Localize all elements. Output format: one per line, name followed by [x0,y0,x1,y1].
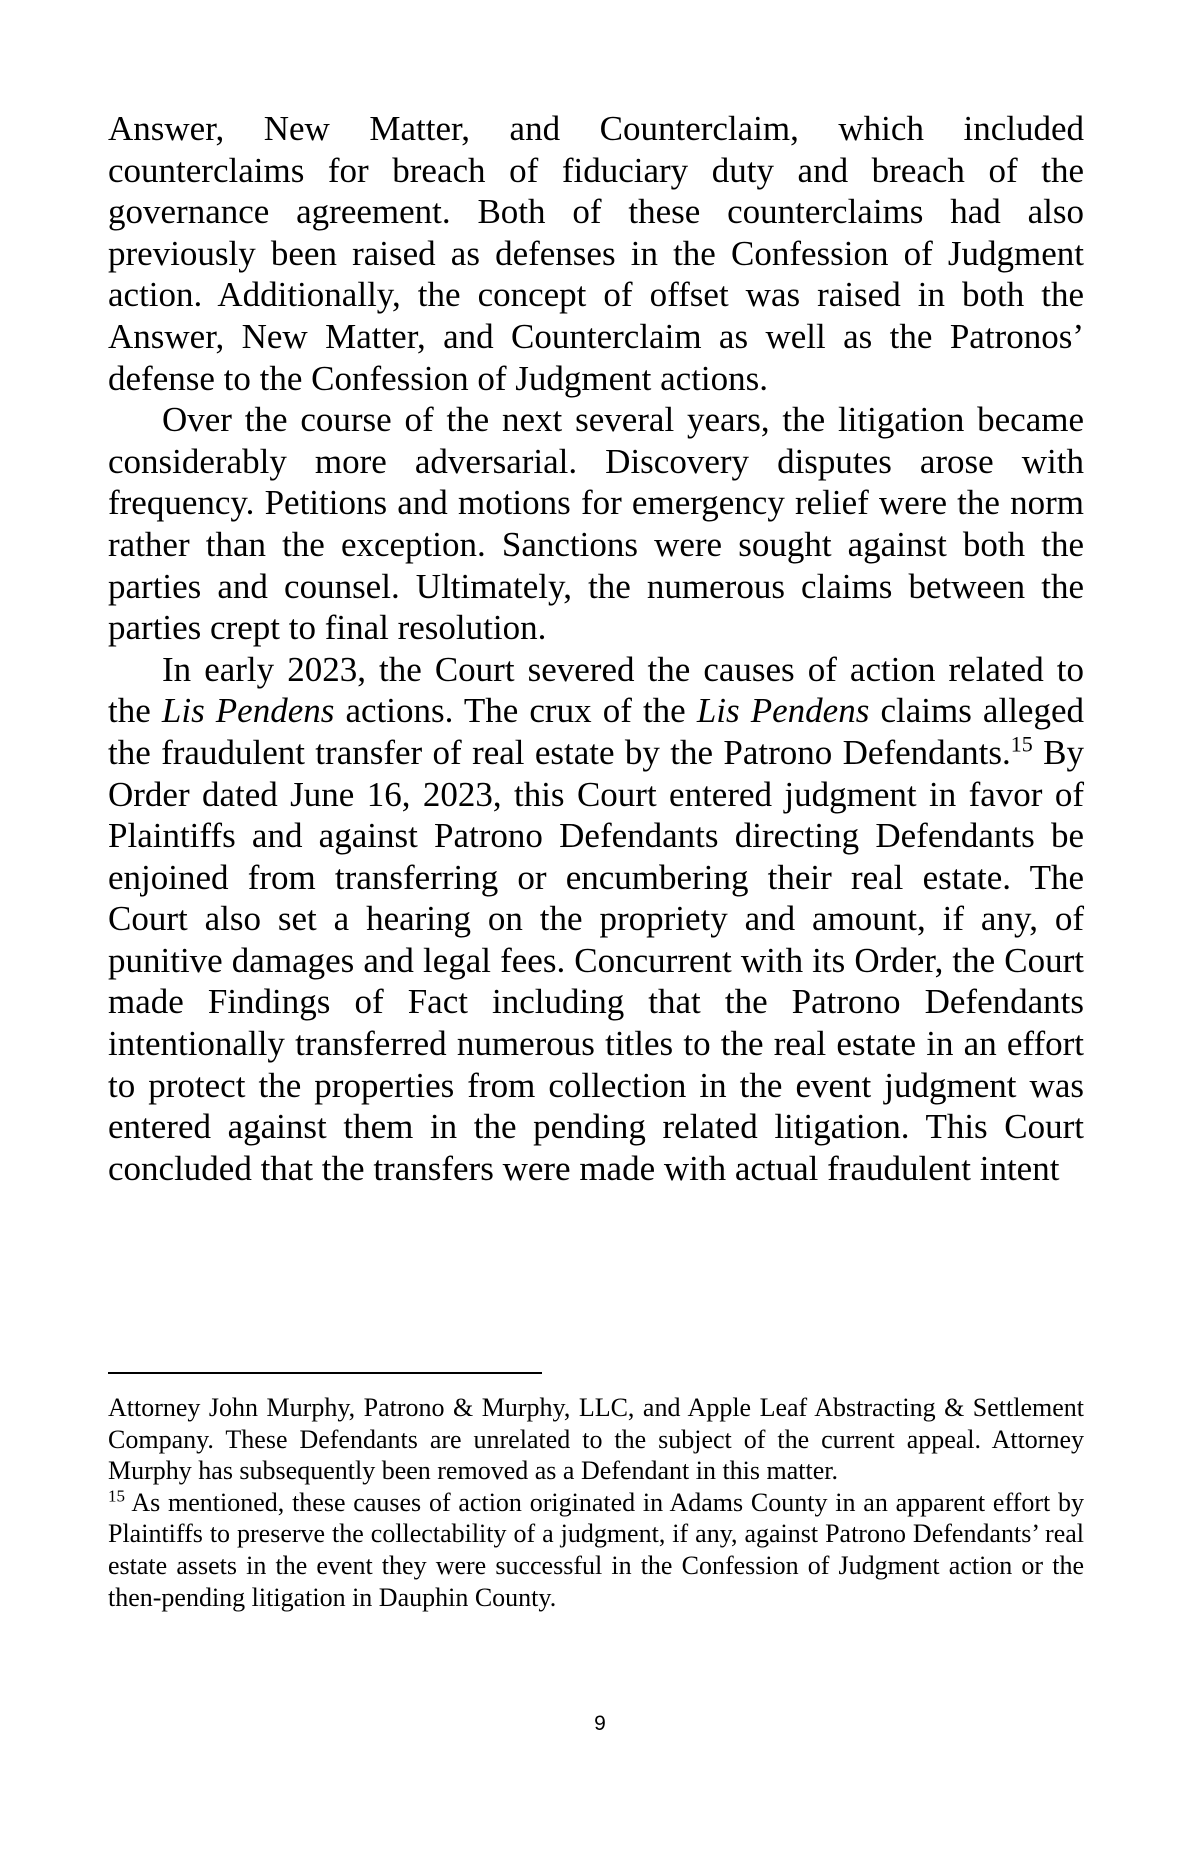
paragraph-1: Answer, New Matter, and Counterclaim, which included counterclaims for breach of fiduciary duty and breach of the governance agreement. Both of these counterclaims had also previously been raised as defenses in the Confession of Judgment action. Additionally, the concept of offset was raised in both the Answer, New Matter, and Counterclaim as well as the Patronos’ defense to the Confession of Judgment actions. [108,109,1084,398]
footnote-continued: Attorney John Murphy, Patrono & Murphy, LLC, and Apple Leaf Abstracting & Settlement Company. These Defendants are unrelated to the subject of the current appeal. Attorney Murphy has subsequently been removed as a Defendant in this matter. [108,1393,1084,1486]
footnote-reference-15[interactable]: 15 [1010,731,1033,757]
body-text [108,108,1084,1189]
paragraph-3-text-4: By Order dated June 16, 2023, this Court entered judgment in favor of Plaintiffs and against Patrono Defendants directing Defendants be enjoined from transferring or encumbering their real estate. The Court also set a hearing on the propriety and amount, if any, of punitive damages and legal fees. Concurrent with its Order, the Court made Findings of Fact including that the Patrono Defendants intentionally transferred numerous titles to the real estate in an effort to protect the properties from collection in the event judgment was entered against them in the pending related litigation. This Court concluded that the transfers were made with actual fraudulent intent [108,732,1084,1188]
paragraph-3-text-3: claims alleged the fraudulent transfer of real estate by the Patrono Defendants. [108,691,1084,772]
lis-pendens-italic-2: Lis Pendens [696,691,870,731]
paragraph-3-text-2: actions. The crux of the [334,691,697,731]
footnote-separator [108,1372,542,1374]
lis-pendens-italic-1: Lis Pendens [161,691,335,731]
footnote-15-number: 15 [108,1486,125,1506]
paragraph-3 [108,649,1084,1190]
footnotes [108,1392,1084,1613]
paragraph-3-text-1: In early 2023, the Court severed the causes of action related to the [108,649,1084,731]
footnote-15 [108,1487,1084,1613]
paragraph-2: Over the course of the next several years, the litigation became considerably more adversarial. Discovery disputes arose with frequency. Petitions and motions for emergency relief were the norm rather than the exception. Sanctions were sought against both the parties and counsel. Ultimately, the numerous claims between the parties crept to final resolution. [108,400,1084,648]
page-number: 9 [594,1712,606,1735]
footnote-15-text: As mentioned, these causes of action originated in Adams County in an apparent effort by Plaintiffs to preserve the collectability of a judgment, if any, against Patrono Defendants’ real estate assets in the event they were successful in the Confession of Judgment action or the then-pending litigation in Dauphin County. [108,1487,1084,1612]
